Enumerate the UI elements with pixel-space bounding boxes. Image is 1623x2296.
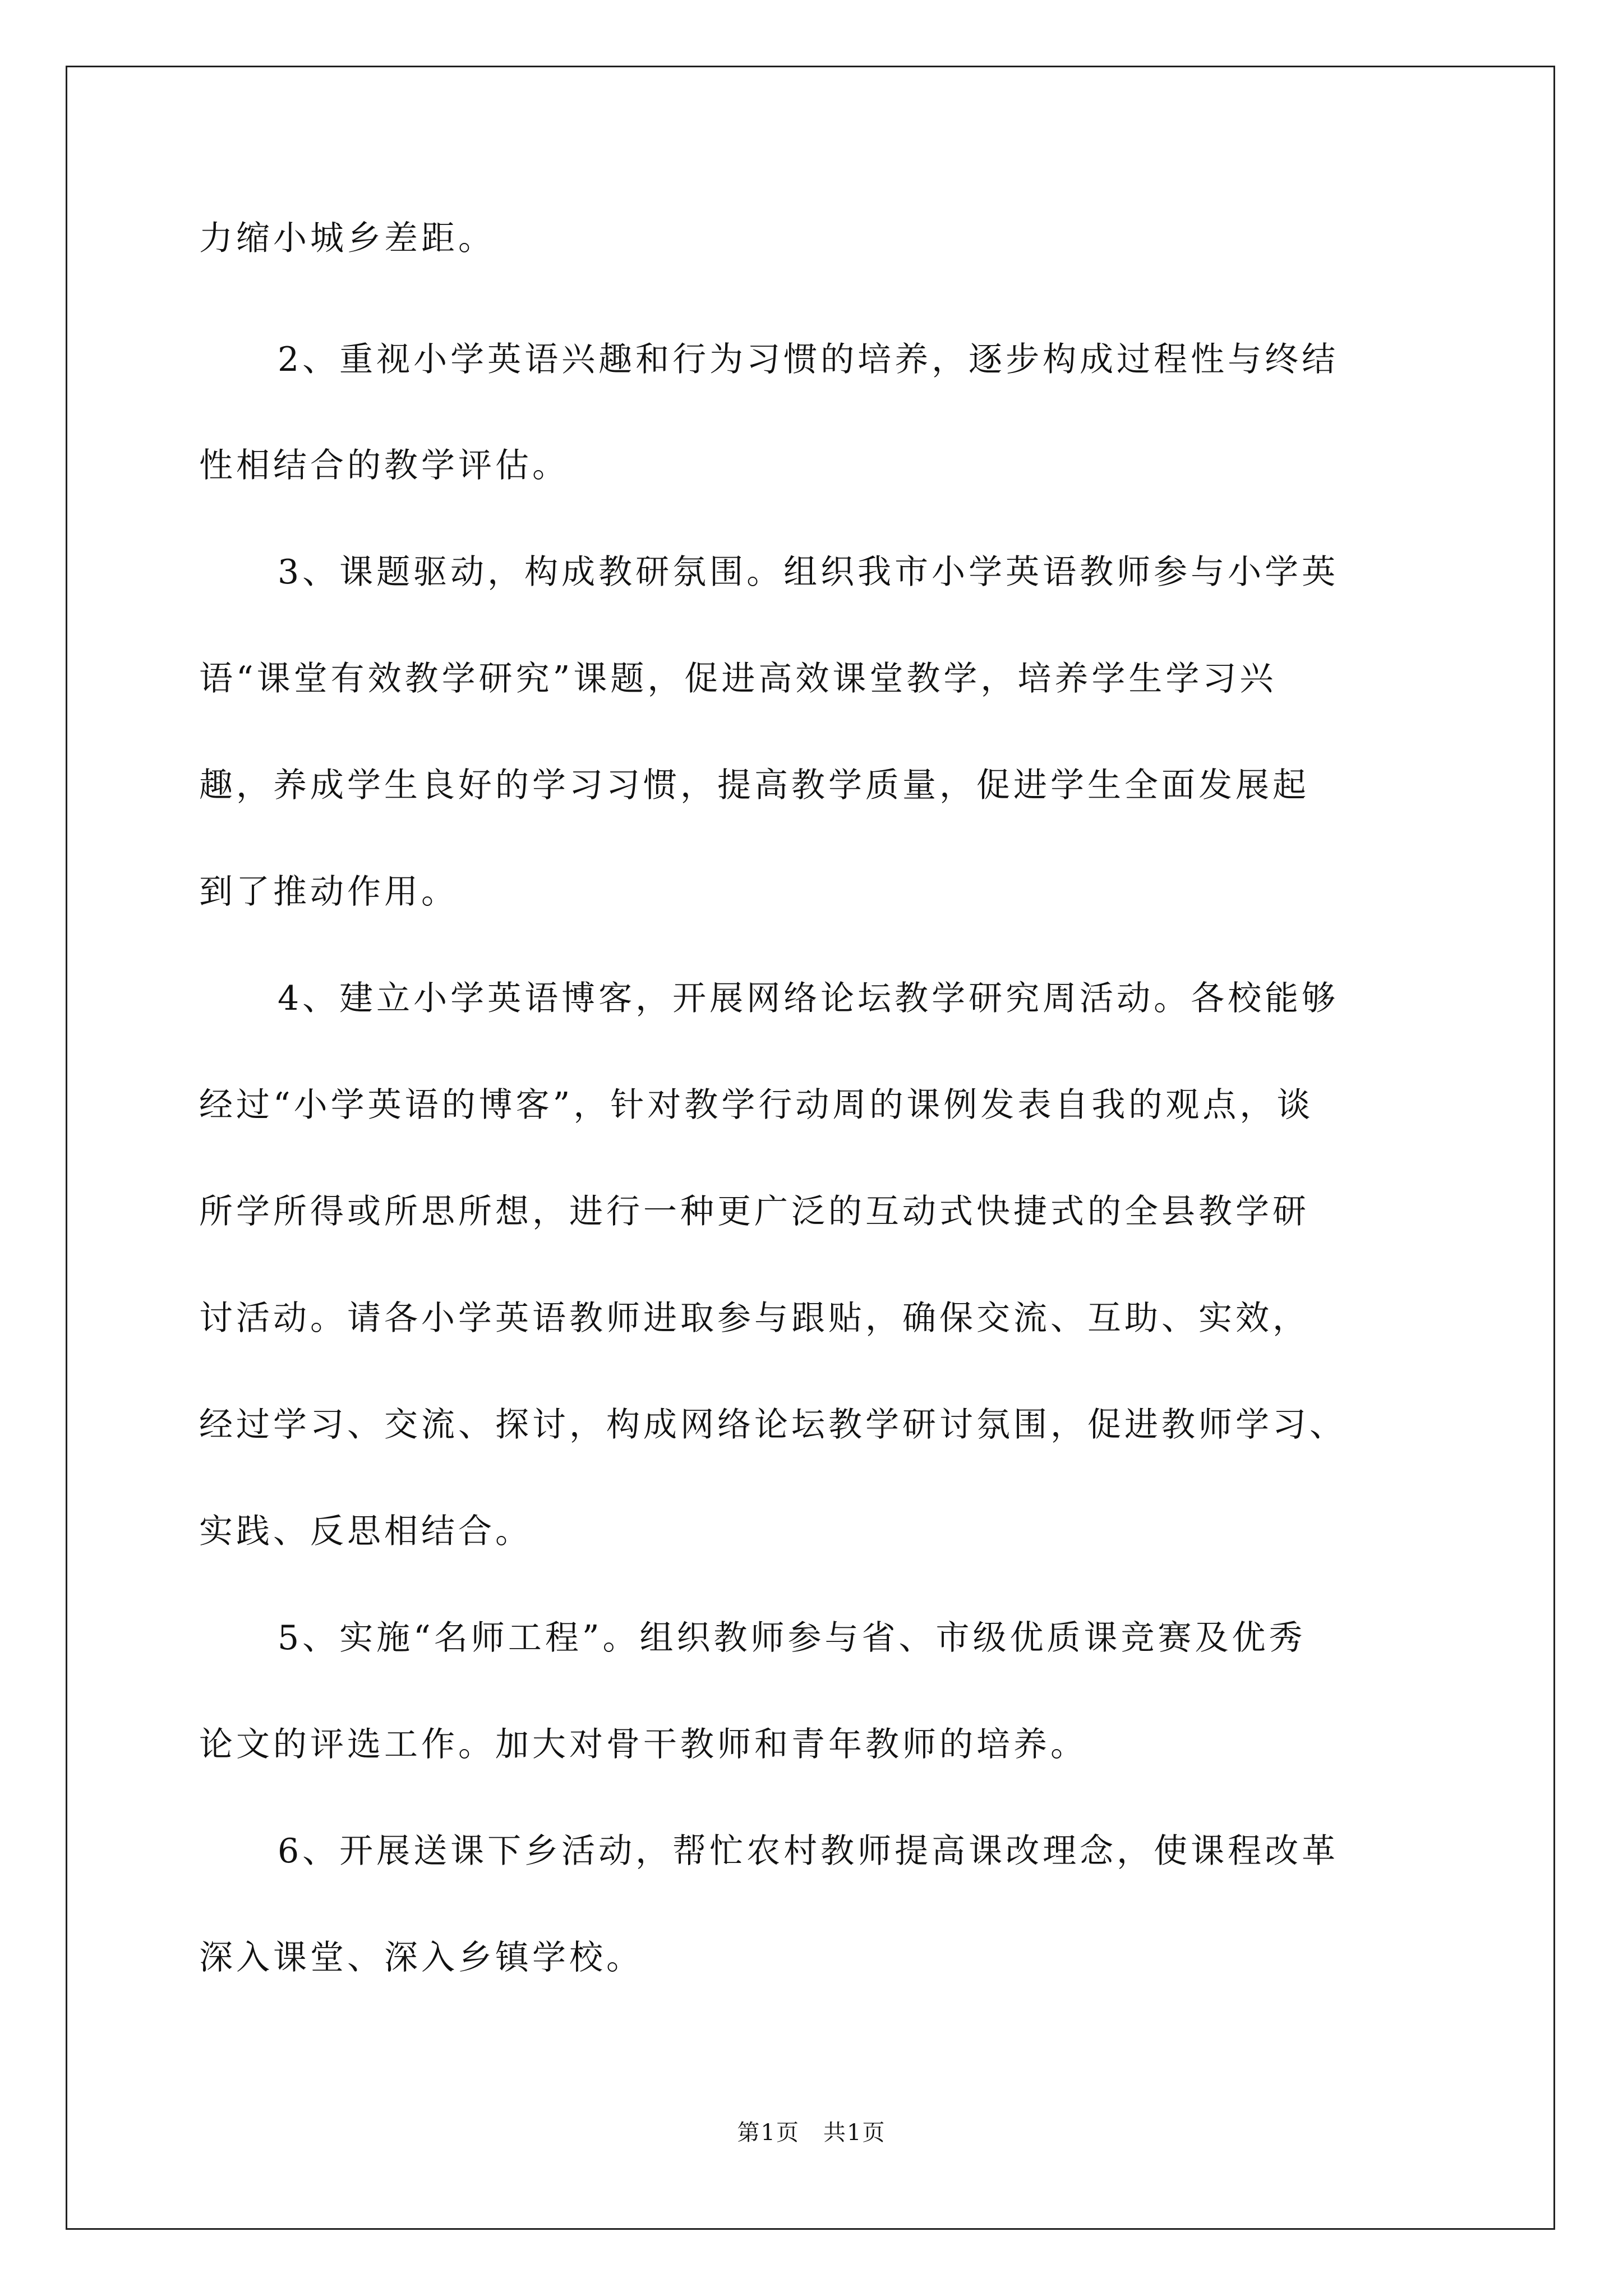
body-line: 到了推动作用。 xyxy=(199,872,458,912)
body-line: 趣，养成学生良好的学习习惯，提高教学质量，促进学生全面发展起 xyxy=(199,766,1310,805)
body-line: 经过“小学英语的博客”，针对教学行动周的课例发表自我的观点，谈 xyxy=(199,1085,1314,1125)
body-line: 实践、反思相结合。 xyxy=(199,1512,532,1551)
page-border xyxy=(66,66,1555,2230)
body-line: 性相结合的教学评估。 xyxy=(199,446,569,485)
body-line: 论文的评选工作。加大对骨干教师和青年教师的培养。 xyxy=(199,1725,1087,1764)
body-line: 深入课堂、深入乡镇学校。 xyxy=(199,1938,643,1977)
page-number: 第1页 共1页 xyxy=(737,2120,886,2146)
body-line: 经过学习、交流、探讨，构成网络论坛教学研讨氛围，促进教师学习、 xyxy=(199,1405,1347,1444)
body-line: 力缩小城乡差距。 xyxy=(199,219,495,258)
body-line: 3、课题驱动，构成教研氛围。组织我市小学英语教师参与小学英 xyxy=(278,553,1339,592)
body-line: 5、实施“名师工程”。组织教师参与省、市级优质课竞赛及优秀 xyxy=(278,1618,1306,1658)
body-line: 所学所得或所思所想，进行一种更广泛的互动式快捷式的全县教学研 xyxy=(199,1192,1310,1231)
body-line: 4、建立小学英语博客，开展网络论坛教学研究周活动。各校能够 xyxy=(278,979,1339,1018)
body-line: 6、开展送课下乡活动，帮忙农村教师提高课改理念，使课程改革 xyxy=(278,1832,1339,1871)
body-line: 讨活动。请各小学英语教师进取参与跟贴，确保交流、互助、实效， xyxy=(199,1299,1310,1338)
body-line: 语“课堂有效教学研究”课题，促进高效课堂教学，培养学生学习兴 xyxy=(199,659,1277,698)
body-line: 2、重视小学英语兴趣和行为习惯的培养，逐步构成过程性与终结 xyxy=(278,340,1339,379)
